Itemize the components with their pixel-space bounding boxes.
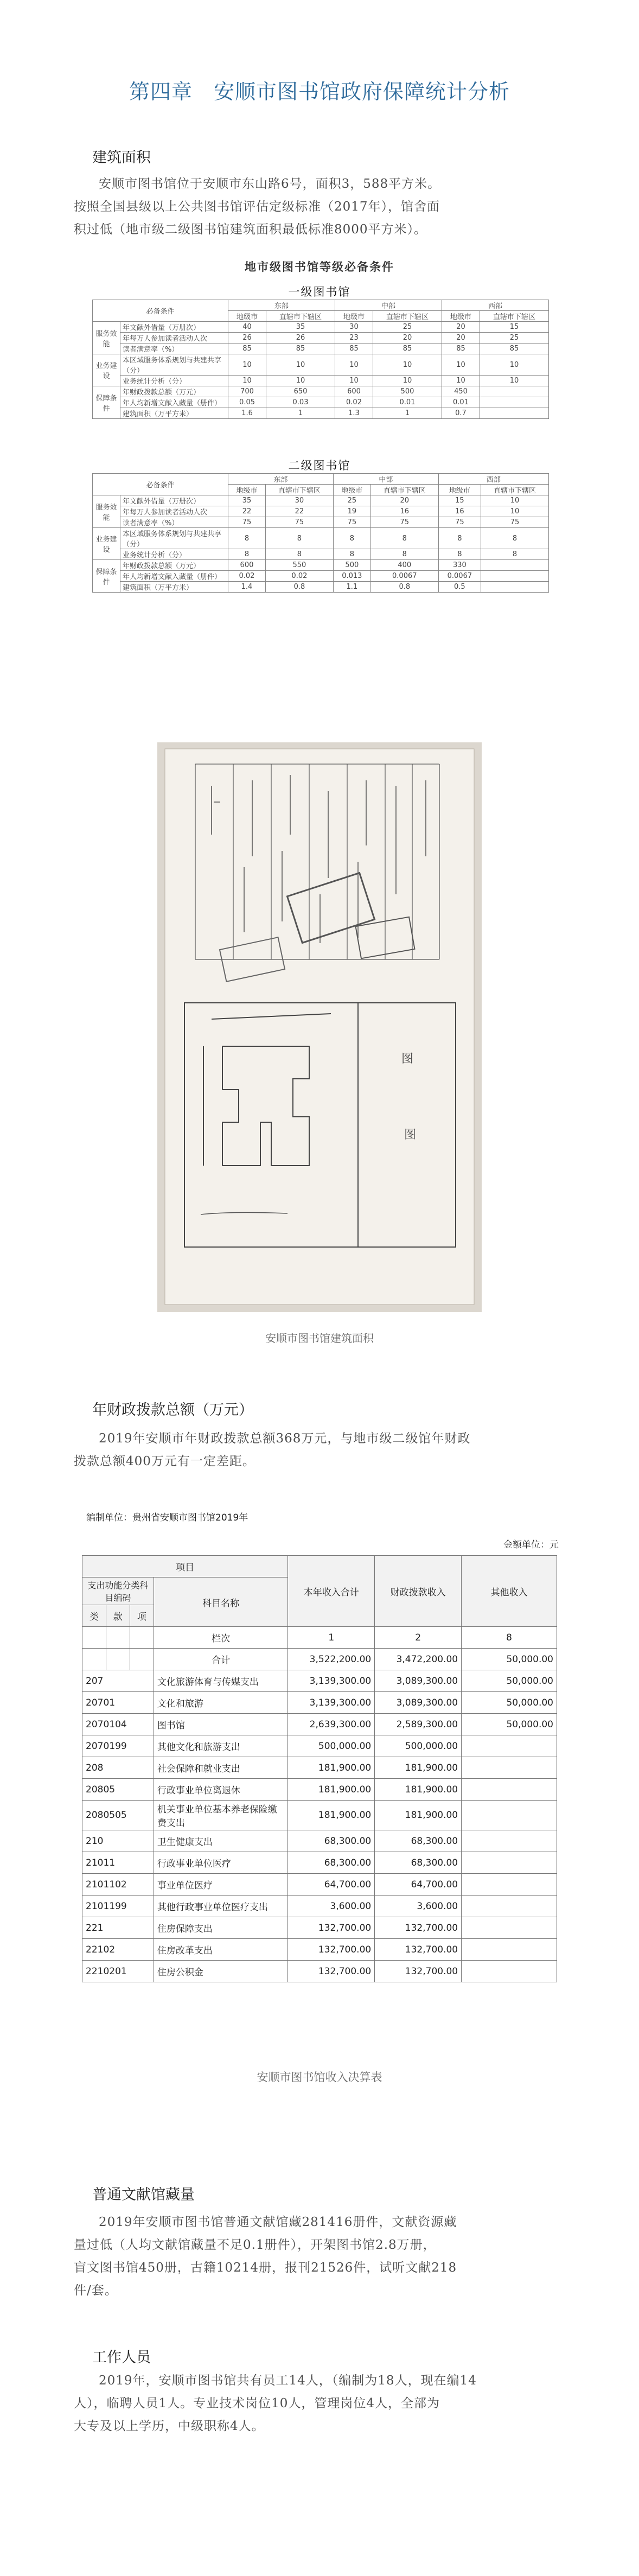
budget-c2: 181,900.00	[375, 1801, 462, 1830]
std-head-mid: 中部	[335, 300, 442, 311]
budget-c3	[462, 1830, 557, 1852]
budget-head-kuan: 款	[106, 1605, 130, 1627]
std-value: 8	[370, 549, 438, 560]
table-row	[82, 1830, 557, 1852]
budget-unit-right: 金额单位：元	[503, 1540, 559, 1550]
table-row	[93, 582, 549, 593]
std-value: 0.03	[266, 397, 335, 408]
budget-c2: 64,700.00	[375, 1874, 462, 1896]
std-value: 0.0067	[438, 571, 481, 582]
budget-table	[82, 1555, 557, 1982]
std-group: 业务建设	[93, 528, 120, 560]
std-value: 10	[481, 495, 549, 506]
std-value: 25	[333, 495, 370, 506]
std-value: 0.8	[265, 582, 333, 593]
std-head-mid: 中部	[333, 474, 438, 485]
std-value: 0.02	[335, 397, 373, 408]
staff-paragraph: 2019年，安顺市图书馆共有员工14人，（编制为18人，现在编14 人），临聘人员1人。专业技术岗位10人，管理岗位4人，全部为 大专及以上学历，中级职称4人。	[74, 2374, 477, 2433]
std-group: 服务效能	[93, 495, 120, 528]
table-row	[93, 376, 549, 386]
budget-total-c2: 3,472,200.00	[375, 1649, 462, 1670]
std-value: 0.7	[442, 408, 480, 419]
std-value: 330	[438, 560, 481, 571]
std-value: 26	[228, 333, 266, 344]
budget-caption: 安顺市图书馆收入决算表	[257, 2071, 382, 2084]
std-value: 22	[265, 506, 333, 517]
table-row	[82, 1801, 557, 1830]
budget-c1: 3,139,300.00	[288, 1670, 375, 1692]
std-value: 85	[266, 344, 335, 354]
std-value: 10	[228, 354, 266, 376]
std-value: 25	[480, 333, 549, 344]
std-group: 保障条件	[93, 560, 120, 593]
budget-c2: 132,700.00	[375, 1939, 462, 1961]
std-head-west: 西部	[438, 474, 548, 485]
std-value	[480, 386, 549, 397]
std-value: 26	[266, 333, 335, 344]
std-value: 35	[228, 495, 266, 506]
budget-c2: 181,900.00	[375, 1757, 462, 1779]
std-value: 0.013	[333, 571, 370, 582]
area-paragraph: 安顺市图书馆位于安顺市东山路6号，面积3，588平方米。 按照全国县级以上公共图书馆评估定级标准（2017年），馆舍面 积过低（地市级二级图书馆建筑面积最低标准8000平方米）。	[74, 177, 441, 237]
table-row	[82, 1714, 557, 1735]
std-value: 600	[335, 386, 373, 397]
table-row	[82, 1961, 557, 1982]
building-plan-photo	[157, 742, 482, 1312]
std-value: 75	[481, 517, 549, 528]
table-row	[93, 333, 549, 344]
budget-head-name: 科目名称	[154, 1578, 287, 1627]
budget-code: 207	[82, 1670, 154, 1692]
budget-c3	[462, 1917, 557, 1939]
std-value: 15	[438, 495, 481, 506]
std-value: 16	[438, 506, 481, 517]
budget-name: 其他文化和旅游支出	[154, 1735, 287, 1757]
table-row	[82, 1939, 557, 1961]
budget-c3: 50,000.00	[462, 1670, 557, 1692]
budget-code: 2080505	[82, 1801, 154, 1830]
std-head-district: 直辖市下辖区	[373, 311, 442, 322]
std-item: 年人均新增文献入藏量（册件）	[120, 397, 228, 408]
std-value: 10	[442, 354, 480, 376]
budget-code: 2070104	[82, 1714, 154, 1735]
std-item: 年财政拨款总额（万元）	[120, 560, 228, 571]
std-value: 8	[438, 528, 481, 549]
budget-name: 行政事业单位医疗	[154, 1852, 287, 1874]
std-value: 8	[265, 549, 333, 560]
budget-code: 2210201	[82, 1961, 154, 1982]
std-value: 10	[442, 376, 480, 386]
std-group: 业务建设	[93, 354, 120, 386]
budget-code: 2101199	[82, 1896, 154, 1917]
std-value: 75	[265, 517, 333, 528]
budget-name: 社会保障和就业支出	[154, 1757, 287, 1779]
std-value: 600	[228, 560, 266, 571]
svg-text:图: 图	[404, 1128, 417, 1142]
budget-c3	[462, 1852, 557, 1874]
budget-c1: 2,639,300.00	[288, 1714, 375, 1735]
std-item: 年人均新增文献入藏量（册件）	[120, 571, 228, 582]
std-item: 业务统计分析（分）	[120, 376, 228, 386]
std-head-district: 直辖市下辖区	[265, 485, 333, 495]
std-value: 1	[266, 408, 335, 419]
photo-caption: 安顺市图书馆建筑面积	[265, 1332, 374, 1345]
std-value: 10	[480, 354, 549, 376]
table-row	[93, 354, 549, 376]
table-row	[93, 397, 549, 408]
std-value: 1.6	[228, 408, 266, 419]
budget-c1: 132,700.00	[288, 1961, 375, 1982]
budget-total-c3: 50,000.00	[462, 1649, 557, 1670]
std-head-req: 必备条件	[93, 474, 228, 495]
std-item: 年每万人参加读者活动人次	[120, 506, 228, 517]
std-value: 0.5	[438, 582, 481, 593]
std-value: 85	[373, 344, 442, 354]
std-value: 8	[481, 549, 549, 560]
scanned-document-image	[157, 742, 482, 1312]
budget-c2: 3,089,300.00	[375, 1670, 462, 1692]
std-value: 30	[335, 322, 373, 333]
budget-c2: 3,089,300.00	[375, 1692, 462, 1714]
budget-c1: 3,139,300.00	[288, 1692, 375, 1714]
std-head-district: 直辖市下辖区	[480, 311, 549, 322]
table-row	[93, 344, 549, 354]
budget-head-lei: 类	[82, 1605, 106, 1627]
budget-c1: 3,600.00	[288, 1896, 375, 1917]
std-value: 10	[481, 506, 549, 517]
std-value	[481, 582, 549, 593]
budget-unit-left: 编制单位：贵州省安顺市图书馆2019年	[86, 1512, 248, 1523]
std-value: 8	[333, 549, 370, 560]
std-value	[480, 408, 549, 419]
budget-head-code: 支出功能分类科目编码	[82, 1578, 154, 1605]
std-value: 550	[265, 560, 333, 571]
std-value: 10	[480, 376, 549, 386]
budget-n3: 8	[462, 1627, 557, 1649]
table-row	[93, 495, 549, 506]
budget-c1: 181,900.00	[288, 1757, 375, 1779]
std-value: 8	[370, 528, 438, 549]
budget-head-item: 项目	[82, 1556, 288, 1578]
std-value: 0.05	[228, 397, 266, 408]
budget-name: 卫生健康支出	[154, 1830, 287, 1852]
std-value: 20	[373, 333, 442, 344]
table-row	[82, 1852, 557, 1874]
std-head-district: 直辖市下辖区	[370, 485, 438, 495]
budget-c3	[462, 1779, 557, 1801]
std-item: 建筑面积（万平方米）	[120, 582, 228, 593]
table-row	[82, 1779, 557, 1801]
std-value: 75	[370, 517, 438, 528]
std-value: 85	[335, 344, 373, 354]
std-value: 400	[370, 560, 438, 571]
std-value: 450	[442, 386, 480, 397]
budget-c3	[462, 1896, 557, 1917]
budget-head-xiang: 项	[130, 1605, 154, 1627]
budget-c3	[462, 1939, 557, 1961]
table-row	[82, 1896, 557, 1917]
budget-code: 208	[82, 1757, 154, 1779]
std-value: 20	[370, 495, 438, 506]
page-title: 第四章 安顺市图书馆政府保障统计分析	[129, 80, 510, 104]
std-head-city: 地级市	[442, 311, 480, 322]
budget-c2: 132,700.00	[375, 1917, 462, 1939]
std-group: 保障条件	[93, 386, 120, 419]
table-row	[93, 322, 549, 333]
budget-total-c1: 3,522,200.00	[288, 1649, 375, 1670]
svg-text:图: 图	[401, 1052, 414, 1066]
std-value: 8	[228, 549, 266, 560]
budget-c2: 500,000.00	[375, 1735, 462, 1757]
budget-c2: 132,700.00	[375, 1961, 462, 1982]
budget-code: 20805	[82, 1779, 154, 1801]
std-head-west: 西部	[442, 300, 548, 311]
budget-c1: 181,900.00	[288, 1801, 375, 1830]
std-value	[481, 571, 549, 582]
std-value: 0.0067	[370, 571, 438, 582]
budget-c1: 132,700.00	[288, 1939, 375, 1961]
budget-c3	[462, 1874, 557, 1896]
std-value: 75	[333, 517, 370, 528]
table-row	[93, 386, 549, 397]
budget-c2: 68,300.00	[375, 1830, 462, 1852]
std-value: 500	[373, 386, 442, 397]
std-head-east: 东部	[228, 300, 335, 311]
std-value: 25	[373, 322, 442, 333]
collection-paragraph: 2019年安顺市图书馆普通文献馆藏281416册件，文献资源藏 量过低（人均文献馆藏量不足0.1册件），开架图书馆2.8万册， 盲文图书馆450册，古籍10214册，报刊21526件，试听文献218 件/套。	[74, 2215, 457, 2298]
budget-n1: 1	[288, 1627, 375, 1649]
std-value: 10	[373, 354, 442, 376]
std-value: 650	[266, 386, 335, 397]
std-value: 35	[266, 322, 335, 333]
budget-c3	[462, 1961, 557, 1982]
std-value: 1.1	[333, 582, 370, 593]
budget-name: 事业单位医疗	[154, 1874, 287, 1896]
std-item: 业务统计分析（分）	[120, 549, 228, 560]
std-value: 85	[480, 344, 549, 354]
std-value: 0.01	[442, 397, 480, 408]
budget-code: 20701	[82, 1692, 154, 1714]
budget-total-label: 合计	[154, 1649, 287, 1670]
budget-code: 22102	[82, 1939, 154, 1961]
level1-table	[92, 300, 549, 419]
budget-c1: 68,300.00	[288, 1830, 375, 1852]
std-value: 10	[228, 376, 266, 386]
std-value: 30	[265, 495, 333, 506]
std-value: 700	[228, 386, 266, 397]
section-heading-collection: 普通文献馆藏量	[92, 2186, 195, 2203]
budget-c1: 64,700.00	[288, 1874, 375, 1896]
budget-code: 21011	[82, 1852, 154, 1874]
std-item: 年每万人参加读者活动人次	[120, 333, 228, 344]
budget-name: 住房保障支出	[154, 1917, 287, 1939]
std-value: 23	[335, 333, 373, 344]
budget-c3	[462, 1801, 557, 1830]
std-value: 10	[335, 354, 373, 376]
budget-name: 文化旅游体育与传媒支出	[154, 1670, 287, 1692]
std-item: 年文献外借量（万册次）	[120, 495, 228, 506]
std-value: 10	[335, 376, 373, 386]
std-value: 0.8	[370, 582, 438, 593]
std-value: 20	[442, 333, 480, 344]
std-item: 读者满意率（%）	[120, 517, 228, 528]
budget-name: 行政事业单位离退休	[154, 1779, 287, 1801]
std-value: 15	[480, 322, 549, 333]
budget-code: 2070199	[82, 1735, 154, 1757]
budget-head-c2: 财政拨款收入	[375, 1556, 462, 1627]
std-value: 10	[266, 376, 335, 386]
budget-n2: 2	[375, 1627, 462, 1649]
std-item: 建筑面积（万平方米）	[120, 408, 228, 419]
budget-name: 图书馆	[154, 1714, 287, 1735]
std-head-district: 直辖市下辖区	[266, 311, 335, 322]
level1-title: 一级图书馆	[288, 285, 351, 298]
std-value: 8	[333, 528, 370, 549]
std-item: 年文献外借量（万册次）	[120, 322, 228, 333]
std-value: 1.4	[228, 582, 266, 593]
budget-name: 机关事业单位基本养老保险缴费支出	[154, 1801, 287, 1830]
level2-title: 二级图书馆	[288, 459, 351, 472]
std-value: 8	[481, 528, 549, 549]
std-value: 85	[228, 344, 266, 354]
table-row	[93, 549, 549, 560]
std-item: 读者满意率（%）	[120, 344, 228, 354]
table-row	[93, 506, 549, 517]
table-row	[93, 560, 549, 571]
std-value: 1	[373, 408, 442, 419]
budget-c1: 68,300.00	[288, 1852, 375, 1874]
budget-head-c3: 其他收入	[462, 1556, 557, 1627]
std-value: 75	[228, 517, 266, 528]
budget-c2: 3,600.00	[375, 1896, 462, 1917]
budget-c1: 500,000.00	[288, 1735, 375, 1757]
table-row	[82, 1735, 557, 1757]
std-value: 22	[228, 506, 266, 517]
std-head-city: 地级市	[228, 311, 266, 322]
budget-code: 221	[82, 1917, 154, 1939]
std-item: 本区域服务体系规划与共建共享（分）	[120, 354, 228, 376]
std-head-req: 必备条件	[93, 300, 228, 322]
table-row	[82, 1874, 557, 1896]
std-value: 0.02	[228, 571, 266, 582]
budget-paragraph: 2019年安顺市年财政拨款总额368万元，与地市级二级馆年财政 拨款总额400万元有一定差距。	[74, 1432, 471, 1468]
std-value: 8	[228, 528, 266, 549]
std-head-city: 地级市	[333, 485, 370, 495]
budget-c3	[462, 1757, 557, 1779]
budget-c2: 68,300.00	[375, 1852, 462, 1874]
std-value: 10	[266, 354, 335, 376]
table-row	[82, 1757, 557, 1779]
std-value	[481, 560, 549, 571]
level2-table	[92, 473, 549, 593]
std-group: 服务效能	[93, 322, 120, 354]
std-head-east: 东部	[228, 474, 334, 485]
section-heading-staff: 工作人员	[92, 2349, 151, 2366]
std-head-district: 直辖市下辖区	[481, 485, 549, 495]
table-row	[93, 571, 549, 582]
budget-name: 住房改革支出	[154, 1939, 287, 1961]
budget-c2: 2,589,300.00	[375, 1714, 462, 1735]
std-head-city: 地级市	[438, 485, 481, 495]
budget-name: 住房公积金	[154, 1961, 287, 1982]
budget-c3: 50,000.00	[462, 1714, 557, 1735]
table-row	[93, 517, 549, 528]
std-value: 0.02	[265, 571, 333, 582]
std-value: 75	[438, 517, 481, 528]
budget-c1: 132,700.00	[288, 1917, 375, 1939]
section-heading-budget: 年财政拨款总额（万元）	[92, 1402, 253, 1419]
std-item: 本区域服务体系规划与共建共享（分）	[120, 528, 228, 549]
budget-c3	[462, 1735, 557, 1757]
std-head-city: 地级市	[335, 311, 373, 322]
std-head-city: 地级市	[228, 485, 266, 495]
standards-title: 地市级图书馆等级必备条件	[245, 260, 394, 273]
budget-c1: 181,900.00	[288, 1779, 375, 1801]
budget-code: 210	[82, 1830, 154, 1852]
std-value: 1.3	[335, 408, 373, 419]
table-row	[93, 408, 549, 419]
std-value: 0.01	[373, 397, 442, 408]
std-value: 40	[228, 322, 266, 333]
budget-name: 文化和旅游	[154, 1692, 287, 1714]
std-value: 85	[442, 344, 480, 354]
std-item: 年财政拨款总额（万元）	[120, 386, 228, 397]
std-value: 8	[438, 549, 481, 560]
budget-c2: 181,900.00	[375, 1779, 462, 1801]
table-row	[82, 1670, 557, 1692]
budget-code: 2101102	[82, 1874, 154, 1896]
std-value: 500	[333, 560, 370, 571]
std-value: 8	[265, 528, 333, 549]
std-value: 10	[373, 376, 442, 386]
std-value: 16	[370, 506, 438, 517]
budget-lanci: 栏次	[154, 1627, 287, 1649]
budget-head-c1: 本年收入合计	[288, 1556, 375, 1627]
table-row	[82, 1692, 557, 1714]
table-row	[93, 528, 549, 549]
budget-c3: 50,000.00	[462, 1692, 557, 1714]
std-value: 20	[442, 322, 480, 333]
section-heading-area: 建筑面积	[92, 149, 151, 166]
std-value: 19	[333, 506, 370, 517]
table-row	[82, 1917, 557, 1939]
std-value	[480, 397, 549, 408]
budget-name: 其他行政事业单位医疗支出	[154, 1896, 287, 1917]
